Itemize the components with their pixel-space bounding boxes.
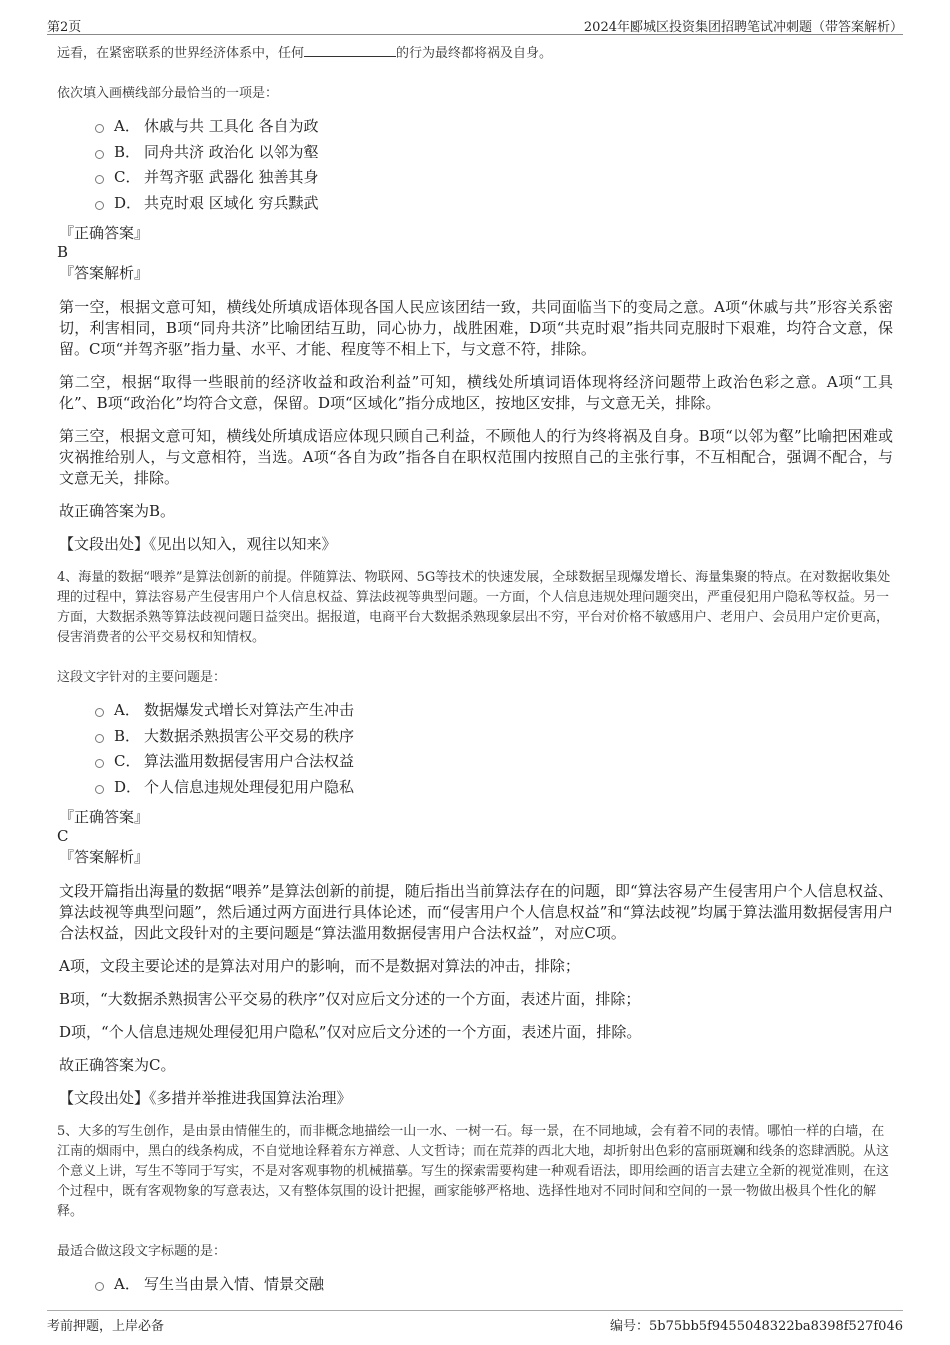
analysis-paragraph: 第二空，根据“取得一些眼前的经济收益和政治利益”可知，横线处所填词语体现将经济问题带上政治色彩之意。A项“工具化”、B项“政治化”均符合文意，保留。D项“区域化”指分成地区，按地区安排，与文意无关，排除。 (59, 373, 893, 412)
analysis-label: 『答案解析』 (59, 264, 150, 282)
page-header (47, 14, 903, 35)
analysis-paragraph: B项，“大数据杀熟损害公平交易的秩序”仅对应后文分述的一个方面，表述片面，排除； (59, 990, 641, 1008)
page-number: 第2页 (47, 20, 82, 35)
analysis-paragraph: 文段开篇指出海量的数据“喂养”是算法创新的前提，随后指出当前算法存在的问题，即“算法容易产生侵害用户个人信息权益、算法歧视等典型问题”，然后通过两方面进行具体论述，而“侵害用户个人信息权益”和“算法歧视”均属于算法滥用数据侵害用户合法权益，因此文段针对的主要问题是“算法滥用数据侵害用户合法权益”，对应C项。 (59, 882, 893, 942)
radio-button[interactable] (95, 708, 104, 717)
correct-answer: B (57, 243, 69, 261)
text-source: 【文段出处】《见出以知入，观往以知来》 (59, 535, 337, 553)
page-footer (47, 1310, 903, 1333)
option-b[interactable]: B． 大数据杀熟损害公平交易的秩序 (95, 723, 893, 749)
analysis-conclusion: 故正确答案为C。 (59, 1056, 176, 1074)
question-4-stem: 4、海量的数据“喂养”是算法创新的前提。伴随算法、物联网、5G等技术的快速发展，全球数据呈现爆发增长、海量集聚的特点。在对数据收集处理的过程中，算法容易产生侵害用户个人信息权益、算法歧视等典型问题。一方面，个人信息违规处理问题突出，严重侵犯用户隐私等权益。另一方面，大数据杀熟等算法歧视问题日益突出。据报道，电商平台大数据杀熟现象层出不穷，平台对价格不敏感用户、老用户、会员用户定价更高，侵害消费者的公平交易权和知情权。 (57, 570, 891, 645)
text-source: 【文段出处】《多措并举推进我国算法治理》 (59, 1089, 352, 1107)
correct-answer-label: 『正确答案』 (59, 224, 150, 242)
question-5-stem: 5、大多的写生创作，是由景由情催生的，而非概念地描绘一山一水、一树一石。每一景，在不同地域，会有着不同的表情。哪怕一样的白墙，在江南的烟雨中，黑白的线条构成，不自觉地诠释着东方禅意、人文哲诗；而在荒莽的西北大地，却折射出色彩的富丽斑斓和线条的恣肆洒脱。从这个意义上讲，写生不等同于写实，不是对客观事物的机械描摹。写生的探索需要构建一种观看语法，即用绘画的语言去建立全新的视觉准则，在这个过程中，既有客观物象的写意表达，又有整体氛围的设计把握，画家能够严格地、选择性地对不同时间和空间的一景一物做出极具个性化的解释。 (57, 1124, 890, 1219)
radio-button[interactable] (95, 785, 104, 794)
option-c[interactable]: C． 算法滥用数据侵害用户合法权益 (95, 748, 893, 774)
analysis-conclusion: 故正确答案为B。 (59, 502, 176, 520)
document-body (57, 44, 893, 1305)
question-4-prompt: 这段文字针对的主要问题是： (57, 670, 227, 685)
option-c[interactable]: C． 并驾齐驱 武器化 独善其身 (95, 164, 893, 190)
footer-slogan: 考前押题，上岸必备 (47, 1319, 165, 1334)
radio-button[interactable] (95, 175, 104, 184)
option-b[interactable]: B． 同舟共济 政治化 以邻为壑 (95, 139, 893, 165)
correct-answer: C (57, 827, 69, 845)
option-d[interactable]: D． 共克时艰 区域化 穷兵黩武 (95, 190, 893, 216)
option-a[interactable]: A． 数据爆发式增长对算法产生冲击 (95, 697, 893, 723)
fill-blank (304, 44, 396, 57)
radio-button[interactable] (95, 1282, 104, 1291)
question-3-stem: 远看，在紧密联系的世界经济体系中，任何 的行为最终都将祸及自身。 (57, 46, 553, 61)
question-5-prompt: 最适合做这段文字标题的是： (57, 1244, 227, 1259)
analysis-paragraph: 第三空，根据文意可知，横线处所填成语应体现只顾自己利益，不顾他人的行为终将祸及自身。B项“以邻为壑”比喻把困难或灾祸推给别人，与文意相符，当选。A项“各自为政”指各自在职权范围内按照自己的主张行事，不互相配合，强调不配合，与文意无关，排除。 (59, 427, 893, 487)
radio-button[interactable] (95, 150, 104, 159)
option-a[interactable]: A． 写生当由景入情、情景交融 (95, 1271, 893, 1297)
document-title: 2024年郾城区投资集团招聘笔试冲刺题（带答案解析） (583, 20, 903, 35)
analysis-paragraph: D项，“个人信息违规处理侵犯用户隐私”仅对应后文分述的一个方面，表述片面，排除。 (59, 1023, 642, 1041)
question-5-options (95, 1271, 893, 1297)
radio-button[interactable] (95, 734, 104, 743)
analysis-paragraph: A项，文段主要论述的是算法对用户的影响，而不是数据对算法的冲击，排除； (59, 957, 580, 975)
radio-button[interactable] (95, 201, 104, 210)
question-4-options (95, 697, 893, 799)
radio-button[interactable] (95, 124, 104, 133)
analysis-paragraph: 第一空，根据文意可知，横线处所填成语体现各国人民应该团结一致，共同面临当下的变局之意。A项“休戚与共”形容关系密切，利害相同，B项“同舟共济”比喻团结互助，同心协力，战胜困难，D项“共克时艰”指共同克服时下艰难，均符合文意，保留。C项“并驾齐驱”指力量、水平、才能、程度等不相上下，与文意不符，排除。 (59, 298, 893, 358)
correct-answer-label: 『正确答案』 (59, 808, 150, 826)
question-3-options (95, 113, 893, 215)
question-3-prompt: 依次填入画横线部分最恰当的一项是： (57, 86, 279, 101)
radio-button[interactable] (95, 759, 104, 768)
analysis-label: 『答案解析』 (59, 848, 150, 866)
option-d[interactable]: D． 个人信息违规处理侵犯用户隐私 (95, 774, 893, 800)
option-a[interactable]: A． 休戚与共 工具化 各自为政 (95, 113, 893, 139)
document-id: 编号：5b75bb5f9455048322ba8398f527f046 (610, 1319, 903, 1334)
